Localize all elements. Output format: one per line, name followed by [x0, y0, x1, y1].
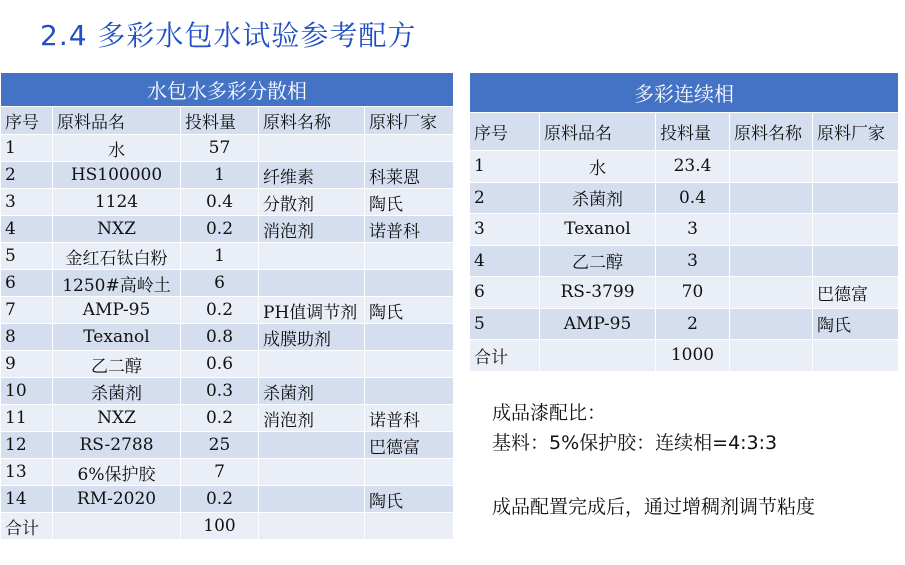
table-cell: [730, 151, 813, 183]
table-cell: 巴德富: [813, 277, 899, 309]
table-cell: Texanol: [540, 214, 656, 246]
table-cell: 6%保护胶: [53, 459, 181, 486]
table-cell: 0.6: [181, 351, 259, 378]
table-cell: 金红石钛白粉: [53, 243, 181, 270]
column-header: 原料厂家: [365, 107, 454, 135]
table-row: [1, 459, 454, 486]
table-cell: [365, 324, 454, 351]
table-row: [470, 214, 899, 246]
table-cell: 成膜助剂: [259, 324, 365, 351]
table-cell: 8: [1, 324, 53, 351]
column-header: 原料品名: [540, 113, 656, 151]
table-cell: 陶氏: [365, 297, 454, 324]
table-cell: 7: [1, 297, 53, 324]
column-header: 原料品名: [53, 107, 181, 135]
table-cell: [365, 270, 454, 297]
table-cell: 70: [656, 277, 730, 309]
table-cell: 0.4: [181, 189, 259, 216]
table-cell: 水: [540, 151, 656, 183]
table-cell: 1: [181, 243, 259, 270]
table-cell: 6: [470, 277, 540, 309]
table-cell: [730, 308, 813, 340]
table-cell: [259, 243, 365, 270]
table-cell: 10: [1, 378, 53, 405]
table-cell: 0.2: [181, 297, 259, 324]
column-header: 原料厂家: [813, 113, 899, 151]
table-cell: [259, 432, 365, 459]
table-row: [1, 189, 454, 216]
column-header: 原料名称: [730, 113, 813, 151]
table-cell: 消泡剂: [259, 405, 365, 432]
table-cell: 2: [656, 308, 730, 340]
continuous-phase-table: [469, 72, 899, 372]
table-cell: [730, 214, 813, 246]
table-cell: 3: [656, 245, 730, 277]
table-cell: 14: [1, 486, 53, 513]
table-cell: 诺普科: [365, 405, 454, 432]
total-value: 1000: [656, 340, 730, 372]
table-cell: [813, 340, 899, 372]
table-cell: 消泡剂: [259, 216, 365, 243]
table-cell: [259, 270, 365, 297]
table-row: [1, 378, 454, 405]
table-row: [1, 432, 454, 459]
table-cell: [730, 182, 813, 214]
table-cell: [53, 513, 181, 540]
table-row: [1, 135, 454, 162]
table-row: [470, 308, 899, 340]
table-cell: 3: [1, 189, 53, 216]
total-label: 合计: [1, 513, 53, 540]
table-row: [1, 216, 454, 243]
page-title: 2.4 多彩水包水试验参考配方: [40, 19, 417, 52]
dispersed-phase-table: [0, 72, 454, 540]
table-cell: [365, 135, 454, 162]
table-cell: 巴德富: [365, 432, 454, 459]
table-cell: 0.2: [181, 486, 259, 513]
table-row: [1, 243, 454, 270]
table-cell: HS100000: [53, 162, 181, 189]
table-cell: RS-2788: [53, 432, 181, 459]
table-cell: 0.3: [181, 378, 259, 405]
table-cell: [365, 513, 454, 540]
table-cell: 13: [1, 459, 53, 486]
table-cell: 水: [53, 135, 181, 162]
table-cell: 5: [1, 243, 53, 270]
table-cell: 0.8: [181, 324, 259, 351]
table-row: [470, 245, 899, 277]
table-cell: RM-2020: [53, 486, 181, 513]
column-header: 原料名称: [259, 107, 365, 135]
table-cell: 25: [181, 432, 259, 459]
table-cell: 乙二醇: [53, 351, 181, 378]
table-cell: 1250#高岭土: [53, 270, 181, 297]
table-cell: [259, 486, 365, 513]
table-cell: [259, 513, 365, 540]
column-header: 序号: [470, 113, 540, 151]
table-cell: 57: [181, 135, 259, 162]
table-cell: 1: [1, 135, 53, 162]
table-cell: 4: [1, 216, 53, 243]
table-cell: [813, 151, 899, 183]
table-cell: NXZ: [53, 405, 181, 432]
table-cell: 5: [470, 308, 540, 340]
viscosity-note: 成品配置完成后，通过增稠剂调节粘度: [492, 496, 816, 518]
table-title: 多彩连续相: [470, 73, 899, 113]
table-row: [1, 324, 454, 351]
table-cell: 2: [470, 182, 540, 214]
table-cell: 11: [1, 405, 53, 432]
total-label: 合计: [470, 340, 540, 372]
table-cell: [813, 214, 899, 246]
table-cell: 杀菌剂: [53, 378, 181, 405]
table-cell: AMP-95: [53, 297, 181, 324]
total-value: 100: [181, 513, 259, 540]
header-row: [1, 107, 454, 135]
table-cell: 分散剂: [259, 189, 365, 216]
column-header: 投料量: [181, 107, 259, 135]
table-title: 水包水多彩分散相: [1, 73, 454, 107]
table-row: [1, 162, 454, 189]
table-row: [470, 182, 899, 214]
table-cell: 23.4: [656, 151, 730, 183]
ratio-heading: 成品漆配比：: [492, 402, 607, 424]
table-cell: [259, 459, 365, 486]
table-cell: 9: [1, 351, 53, 378]
column-header: 投料量: [656, 113, 730, 151]
table-cell: 科莱恩: [365, 162, 454, 189]
column-header: 序号: [1, 107, 53, 135]
table-cell: [730, 340, 813, 372]
table-cell: AMP-95: [540, 308, 656, 340]
table-cell: 诺普科: [365, 216, 454, 243]
header-row: [470, 113, 899, 151]
table-cell: 3: [470, 214, 540, 246]
ratio-formula: 基料：5%保护胶：连续相=4:3:3: [492, 432, 778, 454]
table-cell: 0.4: [656, 182, 730, 214]
table-cell: 4: [470, 245, 540, 277]
table-cell: [365, 243, 454, 270]
table-cell: 7: [181, 459, 259, 486]
table-cell: [365, 351, 454, 378]
table-row: [470, 277, 899, 309]
table-row: [1, 405, 454, 432]
table-cell: 陶氏: [365, 189, 454, 216]
table-row: [470, 151, 899, 183]
table-row: [1, 351, 454, 378]
table-cell: 纤维素: [259, 162, 365, 189]
table-cell: 6: [1, 270, 53, 297]
total-row: [1, 513, 454, 540]
table-cell: 3: [656, 214, 730, 246]
table-cell: 陶氏: [813, 308, 899, 340]
table-cell: 1: [470, 151, 540, 183]
table-cell: [813, 182, 899, 214]
table-cell: 0.2: [181, 405, 259, 432]
table-cell: 1124: [53, 189, 181, 216]
table-cell: NXZ: [53, 216, 181, 243]
table-cell: 乙二醇: [540, 245, 656, 277]
table-cell: 0.2: [181, 216, 259, 243]
table-cell: [259, 351, 365, 378]
table-cell: [365, 378, 454, 405]
table-cell: PH值调节剂: [259, 297, 365, 324]
table-row: [1, 486, 454, 513]
table-cell: 2: [1, 162, 53, 189]
table-cell: [730, 245, 813, 277]
table-cell: 12: [1, 432, 53, 459]
table-cell: RS-3799: [540, 277, 656, 309]
table-row: [1, 297, 454, 324]
table-cell: [730, 277, 813, 309]
table-cell: 杀菌剂: [259, 378, 365, 405]
table-cell: 杀菌剂: [540, 182, 656, 214]
table-cell: [813, 245, 899, 277]
table-cell: Texanol: [53, 324, 181, 351]
table-row: [1, 270, 454, 297]
table-cell: 6: [181, 270, 259, 297]
table-cell: 1: [181, 162, 259, 189]
table-cell: 陶氏: [365, 486, 454, 513]
table-cell: [540, 340, 656, 372]
table-cell: [259, 135, 365, 162]
table-cell: [365, 459, 454, 486]
total-row: [470, 340, 899, 372]
